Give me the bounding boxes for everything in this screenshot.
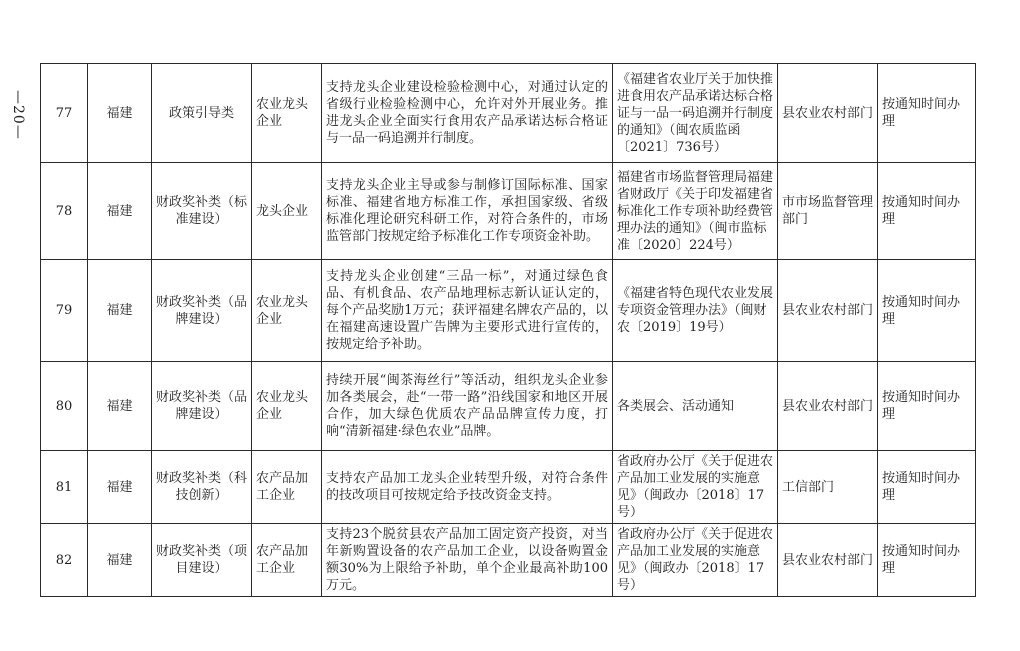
table-row xyxy=(41,260,976,362)
policy-category-cell: 财政奖补类（标准建设） xyxy=(152,163,252,260)
table-row xyxy=(41,362,976,451)
policy-category-cell: 财政奖补类（品牌建设） xyxy=(152,260,252,362)
row-number: 79 xyxy=(41,260,88,362)
row-number: 78 xyxy=(41,163,88,260)
row-number: 81 xyxy=(41,451,88,524)
row-number: 77 xyxy=(41,64,88,163)
policy-basis-cell: 省政府办公厅《关于促进农产品加工业发展的实施意见》（闽政办〔2018〕17号） xyxy=(613,451,778,524)
handling-time-cell: 按通知时间办理 xyxy=(878,260,976,362)
target-subject-cell: 龙头企业 xyxy=(252,163,322,260)
table-row xyxy=(41,451,976,524)
department-cell: 县农业农村部门 xyxy=(778,260,878,362)
department-cell: 市市场监督管理部门 xyxy=(778,163,878,260)
department-cell: 县农业农村部门 xyxy=(778,524,878,597)
handling-time-cell: 按通知时间办理 xyxy=(878,362,976,451)
policy-category-cell: 财政奖补类（项目建设） xyxy=(152,524,252,597)
province-cell: 福建 xyxy=(88,260,152,362)
target-subject-cell: 农产品加工企业 xyxy=(252,451,322,524)
policy-basis-cell: 省政府办公厅《关于促进农产品加工业发展的实施意见》（闽政办〔2018〕17号） xyxy=(613,524,778,597)
table-row xyxy=(41,64,976,163)
handling-time-cell: 按通知时间办理 xyxy=(878,451,976,524)
policy-category-cell: 政策引导类 xyxy=(152,64,252,163)
policy-category-cell: 财政奖补类（科技创新） xyxy=(152,451,252,524)
policy-basis-cell: 《福建省特色现代农业发展专项资金管理办法》（闽财农〔2019〕19号） xyxy=(613,260,778,362)
province-cell: 福建 xyxy=(88,524,152,597)
policy-basis-cell: 各类展会、活动通知 xyxy=(613,362,778,451)
department-cell: 县农业农村部门 xyxy=(778,362,878,451)
handling-time-cell: 按通知时间办理 xyxy=(878,524,976,597)
policy-content-cell: 支持23个脱贫县农产品加工固定资产投资，对当年新购置设备的农产品加工企业，以设备购置金额30%为上限给予补助，单个企业最高补助100万元。 xyxy=(322,524,613,597)
department-cell: 工信部门 xyxy=(778,451,878,524)
policy-table xyxy=(40,63,976,597)
policy-category-cell: 财政奖补类（品牌建设） xyxy=(152,362,252,451)
row-number: 82 xyxy=(41,524,88,597)
row-number: 80 xyxy=(41,362,88,451)
province-cell: 福建 xyxy=(88,163,152,260)
province-cell: 福建 xyxy=(88,451,152,524)
table-row xyxy=(41,163,976,260)
page-number: —20— xyxy=(10,90,26,140)
province-cell: 福建 xyxy=(88,362,152,451)
target-subject-cell: 农业龙头企业 xyxy=(252,362,322,451)
department-cell: 县农业农村部门 xyxy=(778,64,878,163)
province-cell: 福建 xyxy=(88,64,152,163)
target-subject-cell: 农业龙头企业 xyxy=(252,64,322,163)
policy-basis-cell: 《福建省农业厅关于加快推进食用农产品承诺达标合格证与一品一码追溯并行制度的通知》（闽农质监函〔2021〕736号） xyxy=(613,64,778,163)
policy-content-cell: 持续开展“闽茶海丝行”等活动，组织龙头企业参加各类展会，赴“一带一路”沿线国家和地区开展合作，加大绿色优质农产品品牌宣传力度，打响“清新福建·绿色农业”品牌。 xyxy=(322,362,613,451)
handling-time-cell: 按通知时间办理 xyxy=(878,163,976,260)
target-subject-cell: 农业龙头企业 xyxy=(252,260,322,362)
policy-content-cell: 支持龙头企业建设检验检测中心，对通过认定的省级行业检验检测中心，允许对外开展业务。推进龙头企业全面实行食用农产品承诺达标合格证与一品一码追溯并行制度。 xyxy=(322,64,613,163)
table-row xyxy=(41,524,976,597)
policy-content-cell: 支持龙头企业主导或参与制修订国际标准、国家标准、福建省地方标准工作，承担国家级、省级标准化理论研究科研工作，对符合条件的，市场监管部门按规定给予标准化工作专项资金补助。 xyxy=(322,163,613,260)
policy-content-cell: 支持龙头企业创建“三品一标”，对通过绿色食品、有机食品、农产品地理标志新认证认定的，每个产品奖励1万元；获评福建名牌农产品的，以在福建高速设置广告牌为主要形式进行宣传的，按规定给予补助。 xyxy=(322,260,613,362)
policy-content-cell: 支持农产品加工龙头企业转型升级，对符合条件的技改项目可按规定给予技改资金支持。 xyxy=(322,451,613,524)
target-subject-cell: 农产品加工企业 xyxy=(252,524,322,597)
handling-time-cell: 按通知时间办理 xyxy=(878,64,976,163)
policy-basis-cell: 福建省市场监督管理局福建省财政厅《关于印发福建省标准化工作专项补助经费管理办法的通知》（闽市监标准〔2020〕224号） xyxy=(613,163,778,260)
